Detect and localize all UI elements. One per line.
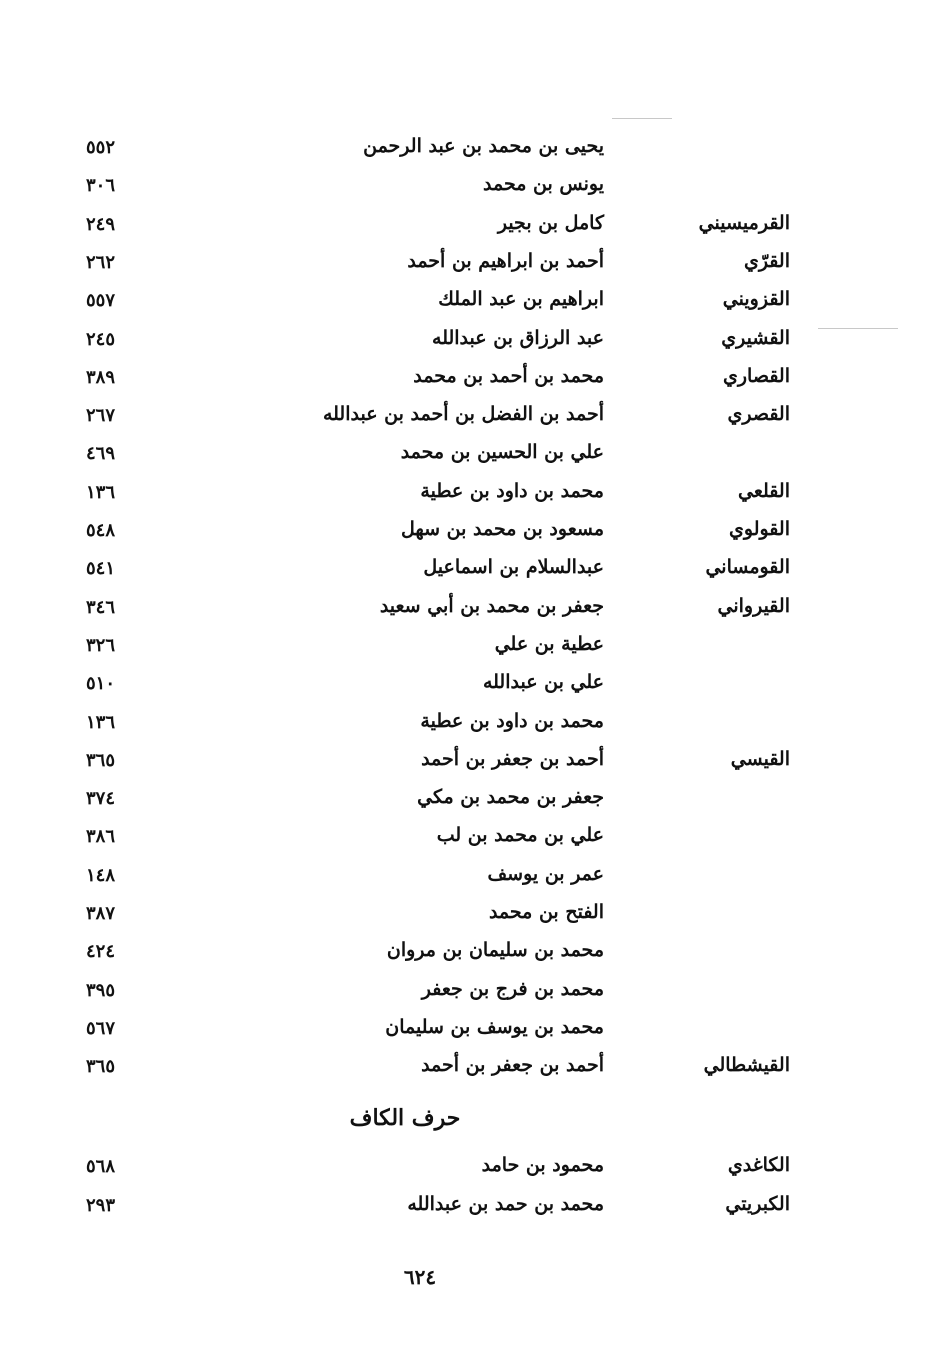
page-reference: ٣٩٥ [86,980,116,1001]
person-name: يحيى بن محمد بن عبد الرحمن [363,135,604,157]
person-name: أحمد بن جعفر بن أحمد [421,1054,604,1076]
person-name: محمد بن داود بن عطية [420,480,604,502]
nisba-label: القرّي [743,250,790,272]
nisba-label: القصاري [723,365,790,387]
person-name: عبد الرزاق بن عبدالله [432,327,604,349]
page-reference: ٥١٠ [86,673,116,694]
person-name: عطية بن علي [494,633,604,655]
page-reference: ٥٤١ [86,558,116,579]
person-name: عمر بن يوسف [487,863,604,885]
page-reference: ٣٦٥ [86,1056,116,1077]
page-reference: ٢٤٩ [86,214,116,235]
nisba-label: القيرواني [717,595,790,617]
page-reference: ٥٥٧ [86,290,116,311]
person-name: كامل بن بجير [497,212,604,234]
person-name: جعفر بن محمد بن أبي سعيد [379,595,604,617]
person-name: علي بن عبدالله [482,671,604,693]
nisba-label: الكبريتي [725,1193,790,1215]
page-number: ٦٢٤ [403,1265,437,1289]
person-name: علي بن الحسين بن محمد [400,441,604,463]
page-reference: ١٤٨ [86,865,116,886]
section-heading: حرف الكاف [349,1105,461,1131]
person-name: محمد بن أحمد بن محمد [413,365,604,387]
person-name: الفتح بن محمد [488,901,604,923]
scan-mark [612,118,672,119]
person-name: أحمد بن ابراهيم بن أحمد [407,250,604,272]
index-row [0,323,940,361]
person-name: أحمد بن جعفر بن أحمد [421,748,604,770]
person-name: محمد بن فرج بن جعفر [421,978,604,1000]
person-name: محمد بن سليمان بن مروان [386,939,604,961]
nisba-label: القولوي [729,518,790,540]
nisba-label: القرميسيني [698,212,790,234]
nisba-label: القيسي [730,748,790,770]
index-row [0,859,940,897]
page-reference: ١٣٦ [86,712,116,733]
page-reference: ٢٦٧ [86,405,116,426]
index-row [0,667,940,705]
person-name: محمد بن حمد بن عبدالله [407,1193,604,1215]
index-row [0,782,940,820]
nisba-label: القيشطالي [703,1054,790,1076]
index-row [0,246,940,284]
page-reference: ٤٦٩ [86,443,116,464]
page-reference: ٣٠٦ [86,175,116,196]
page-reference: ٣٨٧ [86,903,116,924]
index-row [0,935,940,973]
page-reference: ٣٤٦ [86,597,116,618]
page-reference: ١٣٦ [86,482,116,503]
index-row [0,1150,940,1188]
index-row [0,1189,940,1227]
index-row [0,208,940,246]
nisba-label: القزويني [722,288,790,310]
index-row [0,361,940,399]
page-reference: ٣٧٤ [86,788,116,809]
nisba-label: القصري [727,403,790,425]
index-row [0,744,940,782]
person-name: علي بن محمد بن لب [436,824,604,846]
person-name: يونس بن محمد [483,173,604,195]
nisba-label: القشيري [721,327,790,349]
index-row [0,1050,940,1088]
person-name: محمد بن داود بن عطية [420,710,604,732]
index-row [0,437,940,475]
index-row [0,820,940,858]
page-reference: ٥٦٧ [86,1018,116,1039]
page-reference: ٣٨٩ [86,367,116,388]
page-reference: ٢٦٢ [86,252,116,273]
page-reference: ٣٦٥ [86,750,116,771]
page-reference: ٥٤٨ [86,520,116,541]
index-row [0,974,940,1012]
index-row [0,514,940,552]
index-row [0,131,940,169]
index-row [0,399,940,437]
nisba-label: الكاغدي [727,1154,790,1176]
index-row [0,591,940,629]
person-name: ابراهيم بن عبد الملك [438,288,604,310]
person-name: مسعود بن محمد بن سهل [401,518,604,540]
page-reference: ٥٦٨ [86,1156,116,1177]
index-row [0,897,940,935]
nisba-label: القومساني [705,556,790,578]
person-name: عبدالسلام بن اسماعيل [423,556,604,578]
person-name: محمد بن يوسف بن سليمان [385,1016,604,1038]
page-reference: ٣٨٦ [86,826,116,847]
person-name: محمود بن حامد [481,1154,604,1176]
index-row [0,169,940,207]
page-reference: ٢٤٥ [86,329,116,350]
page-reference: ٣٢٦ [86,635,116,656]
person-name: جعفر بن محمد بن مكي [417,786,604,808]
nisba-label: القلعي [738,480,790,502]
person-name: أحمد بن الفضل بن أحمد بن عبدالله [322,403,604,425]
index-row [0,1012,940,1050]
page-reference: ٥٥٢ [86,137,116,158]
page-reference: ٢٩٣ [86,1195,116,1216]
index-row [0,629,940,667]
index-row [0,552,940,590]
index-row [0,706,940,744]
index-row [0,284,940,322]
page-reference: ٤٢٤ [86,941,116,962]
index-row [0,476,940,514]
